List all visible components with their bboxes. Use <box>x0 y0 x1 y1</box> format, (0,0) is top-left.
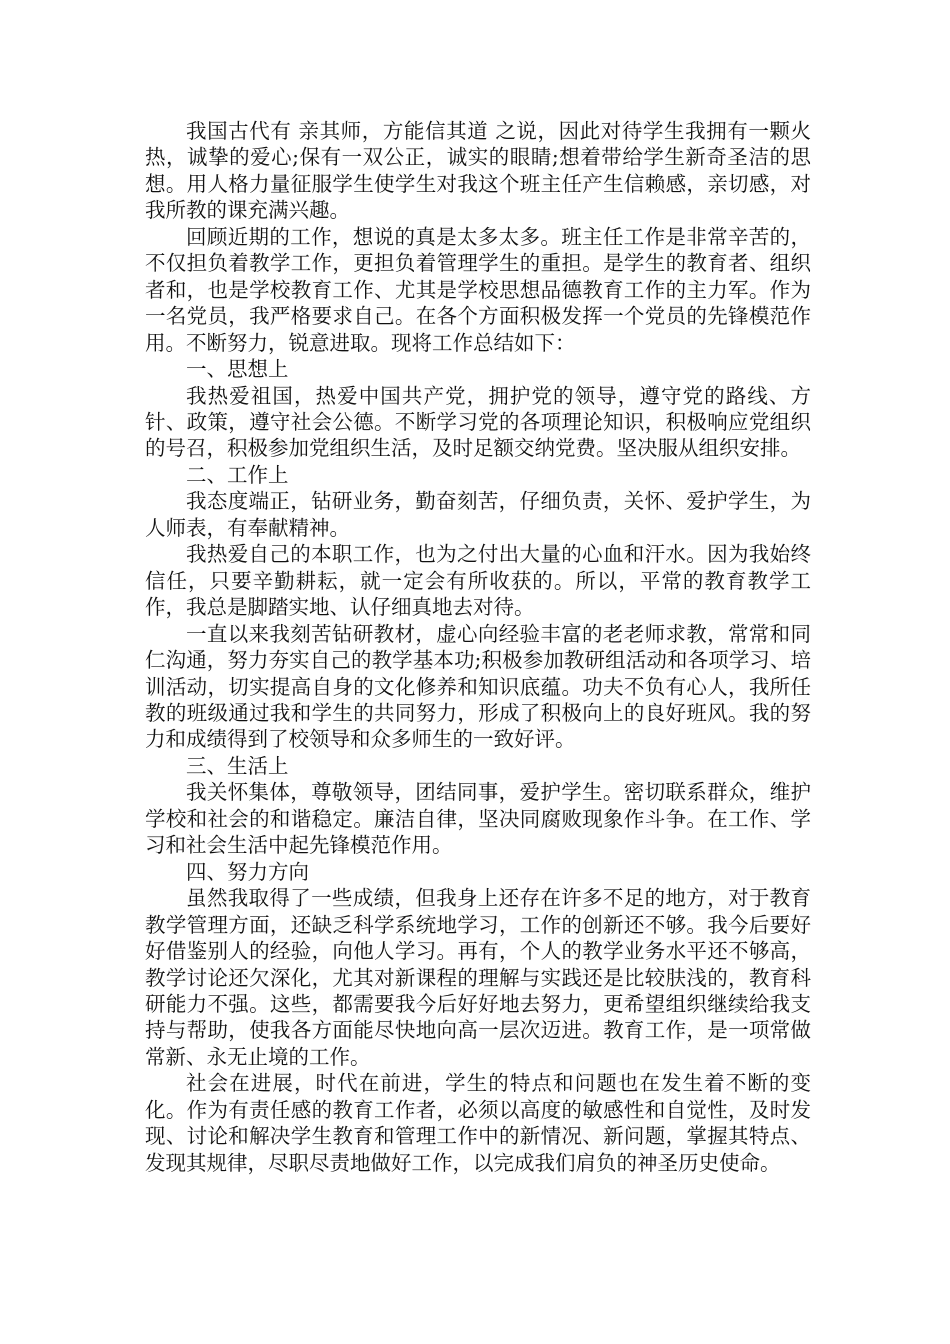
section-heading-work: 二、工作上 <box>186 462 289 487</box>
paragraph-direction: 虽然我取得了一些成绩，但我身上还存在许多不足的地方，对于教育教学管理方面，还缺乏科学系统地学习，工作的创新还不够。我今后要好好借鉴别人的经验，向他人学习。再有，个人的教学业务水平还不够高，教学讨论还欠深化，尤其对新课程的理解与实践还是比较肤浅的，教育科研能力不强。这些，都需要我今后好好地去努力，更希望组织继续给我支持与帮助，使我各方面能尽快地向高一层次迈进。教育工作，是一项常做常新、永无止境的工作。 <box>145 886 811 1069</box>
section-heading-direction: 四、努力方向 <box>186 859 309 884</box>
section-heading-thought: 一、思想上 <box>186 357 289 382</box>
paragraph-thought: 我热爱祖国，热爱中国共产党，拥护党的领导，遵守党的路线、方针、政策，遵守社会公德。不断学习党的各项理论知识，积极响应党组织的号召，积极参加党组织生活，及时足额交纳党费。坚决服从组织安排。 <box>145 383 811 461</box>
paragraph-work-study: 一直以来我刻苦钻研教材，虚心向经验丰富的老老师求教，常常和同仁沟通，努力夯实自己的教学基本功;积极参加教研组活动和各项学习、培训活动，切实提高自身的文化修养和知识底蕴。功夫不负有心人，我所任教的班级通过我和学生的共同努力，形成了积极向上的良好班风。我的努力和成绩得到了校领导和众多师生的一致好评。 <box>145 621 811 752</box>
paragraph-life: 我关怀集体，尊敬领导，团结同事，爱护学生。密切联系群众，维护学校和社会的和谐稳定。廉洁自律，坚决同腐败现象作斗争。在工作、学习和社会生活中起先锋模范作用。 <box>145 780 811 858</box>
section-heading-life: 三、生活上 <box>186 753 289 778</box>
paragraph-work-attitude: 我态度端正，钻研业务，勤奋刻苦，仔细负责，关怀、爱护学生，为人师表，有奉献精神。 <box>145 489 811 540</box>
paragraph-conclusion: 社会在进展，时代在前进，学生的特点和问题也在发生着不断的变化。作为有责任感的教育工作者，必须以高度的敏感性和自觉性，及时发现、讨论和解决学生教育和管理工作中的新情况、新问题，掌握其特点、发现其规律，尽职尽责地做好工作，以完成我们肩负的神圣历史使命。 <box>145 1071 811 1175</box>
paragraph-review: 回顾近期的工作，想说的真是太多太多。班主任工作是非常辛苦的，不仅担负着教学工作，更担负着管理学生的重担。是学生的教育者、组织者和，也是学校教育工作、尤其是学校思想品德教育工作的主力军。作为一名党员，我严格要求自己。在各个方面积极发挥一个党员的先锋模范作用。不断努力，锐意进取。现将工作总结如下： <box>145 224 811 355</box>
paragraph-intro: 我国古代有 亲其师，方能信其道 之说，因此对待学生我拥有一颗火热，诚挚的爱心;保有一双公正，诚实的眼睛;想着带给学生新奇圣洁的思想。用人格力量征服学生使学生对我这个班主任产生信赖感，亲切感，对我所教的课充满兴趣。 <box>145 119 811 223</box>
paragraph-work-dedication: 我热爱自己的本职工作，也为之付出大量的心血和汗水。因为我始终信任，只要辛勤耕耘，就一定会有所收获的。所以，平常的教育教学工作，我总是脚踏实地、认仔细真地去对待。 <box>145 542 811 620</box>
document-body <box>145 118 811 1176</box>
